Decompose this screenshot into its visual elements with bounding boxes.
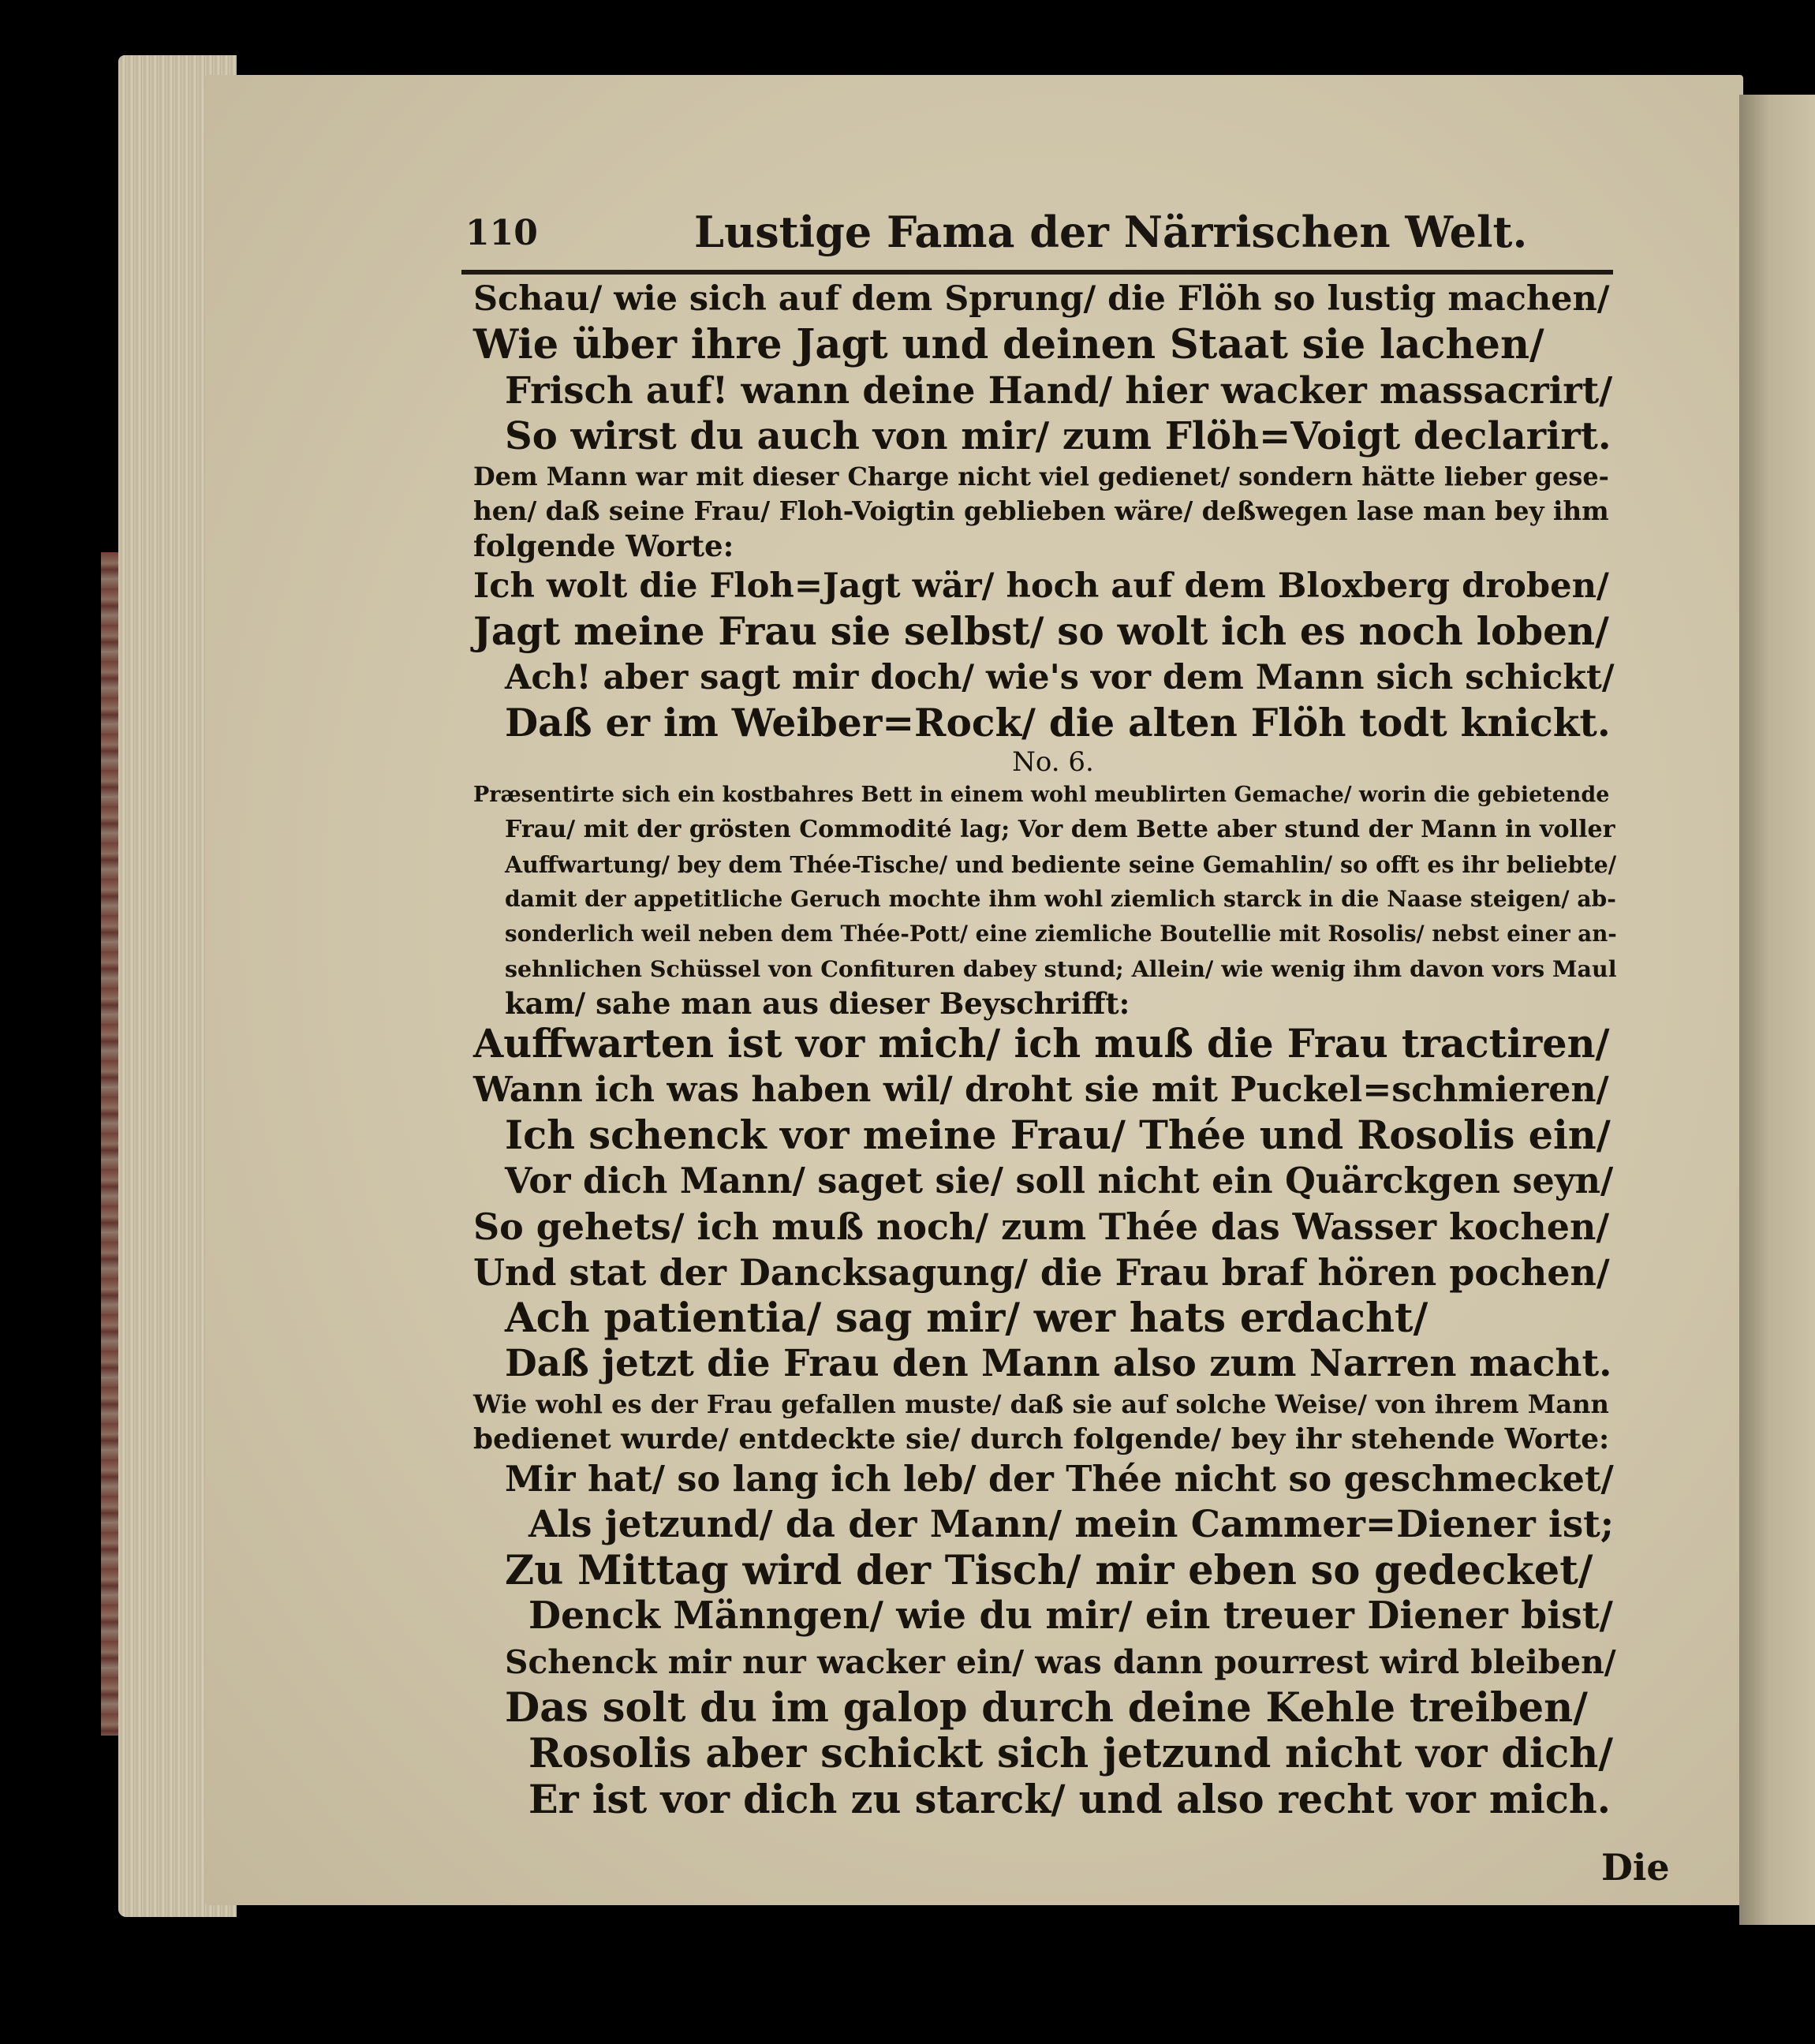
verse-line: Und stat der Dancksagung/ die Frau braf hören pochen/ [473,1251,1610,1294]
verse-line: Er ist vor dich zu starck/ und also recht vor mich. [528,1777,1611,1822]
verse-line: Daß er im Weiber=Rock/ die alten Flöh todt knickt. [505,701,1611,745]
page-number: 110 [465,213,538,253]
verse-line: Mir hat/ so lang ich leb/ der Thée nicht so geschmecket/ [505,1459,1614,1500]
prose-line: kam/ sahe man aus dieser Beyschrifft: [505,986,1130,1021]
section-heading: No. 6. [1012,746,1094,778]
running-title: Lustige Fama der Närrischen Welt. [694,207,1528,257]
prose-line: damit der appetitliche Geruch mochte ihm wohl ziemlich starck in die Naase steigen/ ab- [505,886,1616,912]
prose-line: Dem Mann war mit dieser Charge nicht viel gedienet/ sondern hätte lieber gese- [473,461,1609,491]
facing-page [1739,95,1815,1925]
text-block [473,276,1633,1822]
verse-line: So wirst du auch von mir/ zum Flöh=Voigt declarirt. [505,414,1611,458]
head-rule [461,270,1613,275]
prose-line: Frau/ mit der grösten Commodité lag; Vor dem Bette aber stund der Mann in voller [505,816,1615,843]
prose-line: sonderlich weil neben dem Thée-Pott/ eine ziemliche Boutellie mit Rosolis/ nebst einer an- [505,921,1617,947]
running-head [465,207,1617,270]
prose-line: Præsentirte sich ein kostbahres Bett in einem wohl meublirten Gemache/ worin die gebietende [473,783,1610,807]
verse-line: Denck Männgen/ wie du mir/ ein treuer Diener bist/ [528,1594,1613,1638]
verse-line: Ich schenck vor meine Frau/ Thée und Rosolis ein/ [505,1112,1611,1158]
verse-line: Zu Mittag wird der Tisch/ mir eben so gedecket/ [505,1547,1593,1594]
catchword: Die [1601,1846,1670,1889]
prose-line: Wie wohl es der Frau gefallen muste/ daß sie auf solche Weise/ von ihrem Mann [473,1389,1609,1419]
verse-line: Schenck mir nur wacker ein/ was dann pourrest wird bleiben/ [505,1643,1616,1681]
verse-line: Frisch auf! wann deine Hand/ hier wacker massacrirt/ [505,368,1613,412]
verse-line: Daß jetzt die Frau den Mann also zum Narren macht. [505,1342,1612,1385]
prose-line: Auffwartung/ bey dem Thée-Tische/ und bediente seine Gemahlin/ so offt es ihr beliebte/ [505,851,1617,878]
verse-line: Schau/ wie sich auf dem Sprung/ die Flöh so lustig machen/ [473,279,1610,319]
verse-line: Vor dich Mann/ saget sie/ soll nicht ein Quärckgen seyn/ [505,1160,1614,1201]
prose-line: folgende Worte: [473,529,734,563]
verse-line: So gehets/ ich muß noch/ zum Thée das Wasser kochen/ [473,1205,1610,1248]
prose-line: bedienet wurde/ entdeckte sie/ durch folgende/ bey ihr stehende Worte: [473,1422,1610,1455]
prose-line: sehnlichen Schüssel von Confituren dabey stund; Allein/ wie wenig ihm davon vors Maul [505,955,1617,982]
verse-line: Das solt du im galop durch deine Kehle treiben/ [505,1684,1588,1732]
verse-line: Ach patientia/ sag mir/ wer hats erdacht/ [505,1295,1428,1342]
verse-line: Als jetzund/ da der Mann/ mein Cammer=Diener ist; [528,1503,1615,1546]
verse-line: Wie über ihre Jagt und deinen Staat sie lachen/ [473,321,1544,368]
verse-line: Auffwarten ist vor mich/ ich muß die Frau tractiren/ [473,1021,1610,1067]
verse-line: Wann ich was haben wil/ droht sie mit Puckel=schmieren/ [473,1069,1609,1110]
verse-line: Rosolis aber schickt sich jetzund nicht vor dich/ [528,1730,1613,1777]
verse-line: Jagt meine Frau sie selbst/ so wolt ich es noch loben/ [473,610,1609,654]
verse-line: Ach! aber sagt mir doch/ wie's vor dem Mann sich schickt/ [505,658,1615,697]
prose-line: hen/ daß seine Frau/ Floh-Voigtin geblieben wäre/ deßwegen lase man bey ihm [473,495,1609,526]
verse-line: Ich wolt die Floh=Jagt wär/ hoch auf dem Bloxberg droben/ [473,566,1609,606]
